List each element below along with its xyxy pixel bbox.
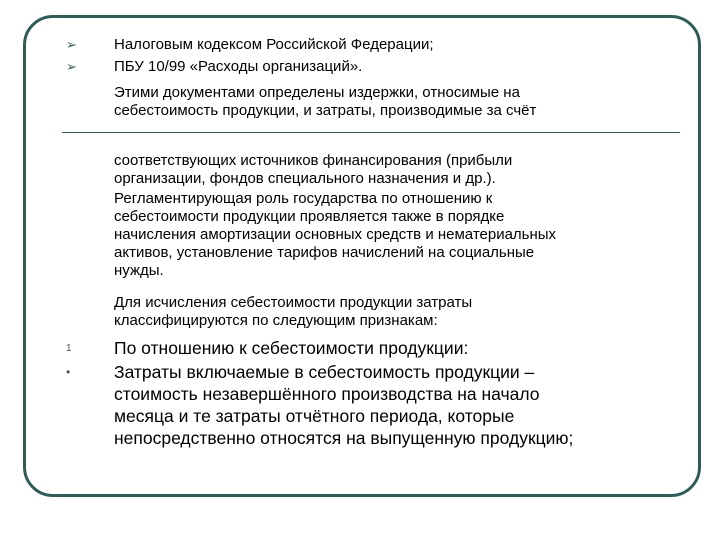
text-line: себестоимости продукции проявляется также в порядке (114, 208, 505, 225)
text-line-tax-code: Налоговым кодексом Российской Федерации; (114, 36, 434, 53)
text-line: стоимость незавершённого производства на начало (114, 384, 540, 404)
text-line: классифицируются по следующим признакам: (114, 312, 438, 329)
text-line: себестоимость продукции, и затраты, производимые за счёт (114, 102, 537, 119)
text-line: Для исчисления себестоимости продукции затраты (114, 294, 473, 311)
text-line: начисления амортизации основных средств и нематериальных (114, 226, 557, 243)
text-line: нужды. (114, 262, 164, 279)
text-line: организации, фондов специального назначения и др.). (114, 170, 496, 187)
numeral-bullet: 1 (66, 343, 72, 354)
divider-line (62, 132, 680, 133)
text-line: Затраты включаемые в себестоимость продукции – (114, 362, 535, 382)
text-line: Этими документами определены издержки, относимые на (114, 84, 520, 101)
text-line: активов, установление тарифов начислений на социальные (114, 244, 535, 261)
text-line: Регламентирующая роль государства по отношению к (114, 190, 493, 207)
arrow-bullet-icon: ➢ (66, 59, 77, 74)
text-line: месяца и те затраты отчётного периода, которые (114, 406, 515, 426)
text-line-cost-relation: По отношению к себестоимости продукции: (114, 338, 469, 358)
text-line: соответствующих источников финансирования (прибыли (114, 152, 513, 169)
arrow-bullet-icon: ➢ (66, 37, 77, 52)
dot-bullet-icon: • (66, 365, 71, 379)
text-line: непосредственно относятся на выпущенную продукцию; (114, 428, 574, 448)
text-line-pbu: ПБУ 10/99 «Расходы организаций». (114, 58, 363, 75)
